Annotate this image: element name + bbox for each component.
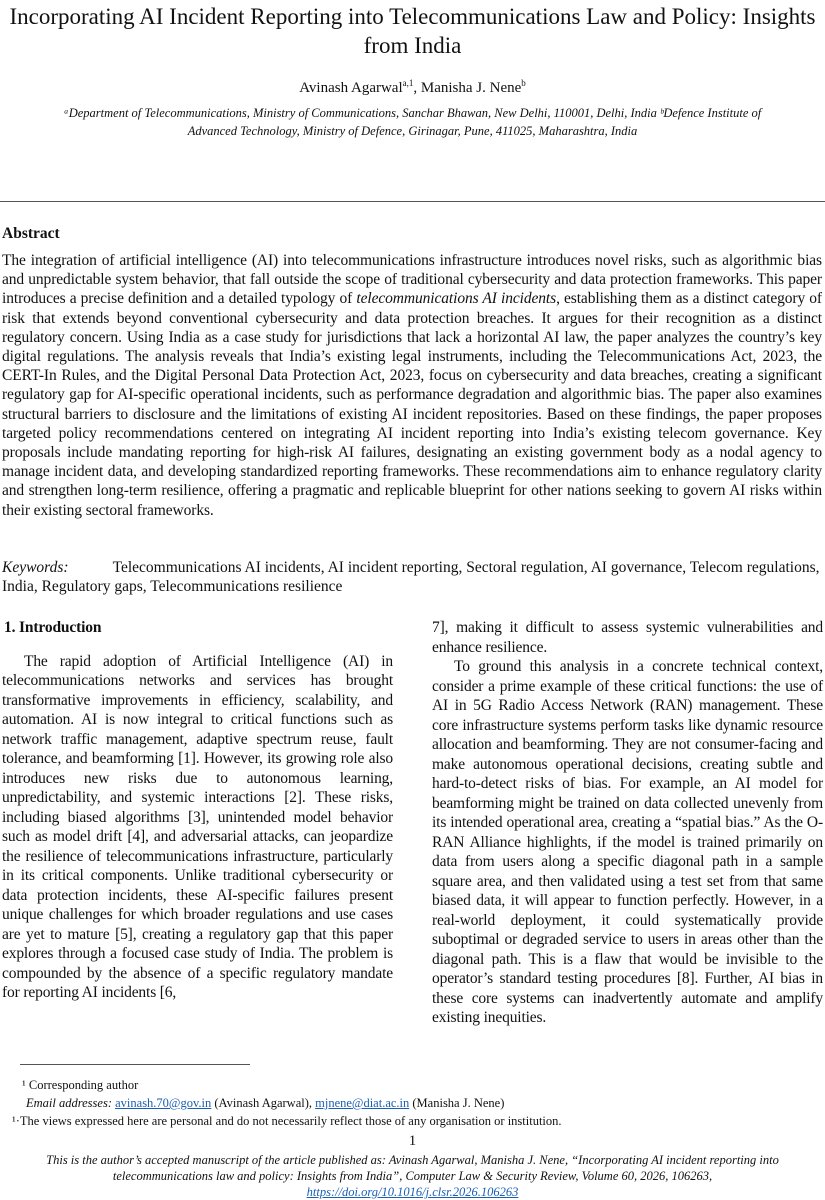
abstract-emphasis: telecommunications AI incidents: [356, 290, 557, 308]
authors: [0, 78, 825, 97]
keywords-text: Telecommunications AI incidents, AI incident reporting, Sectoral regulation, AI governance, Telecom regulations, India, Regulatory gaps, Telecommunications resilience: [2, 559, 820, 596]
intro-paragraph: The rapid adoption of Artificial Intelligence (AI) in telecommunications networks and services has brought transformative improvements in efficiency, scalability, and automation. AI is now integral to critical functions such as network traffic management, adaptive spectrum reuse, fault tolerance, and beamforming [1]. However, its growing role also introduces new risks due to autonomous learning, unpredictability, and systemic interactions [2]. These risks, including biased algorithms [3], unintended model behavior such as model drift [4], and adversarial attacks, can jeopardize the resilience of telecommunications infrastructure, particularly in its critical components. Unlike traditional cybersecurity or data protection incidents, these AI-specific failures present unique challenges for which broader regulations and use cases are yet to mature [5], creating a regulatory gap that this paper explores through a focused case study of India. The problem is compounded by the absence of a specific regulatory mandate for reporting AI incidents [6,: [2, 652, 393, 1001]
author-1: Avinash Agarwal: [299, 80, 403, 96]
abstract-text: , establishing them as a distinct category of risk that extends beyond conventional cybersecurity and data protection breaches. It argues for their recognition as a distinct regulatory concern. Using India as a case study for jurisdictions that lack a horizontal AI law, the paper analyzes the country’s key digital regulations. The analysis reveals that India’s existing legal instruments, including the Telecommunications Act, 2023, the CERT-In Rules, and the Digital Personal Data Protection Act, 2023, focus on cybersecurity and data breaches, creating a significant regulatory gap for AI-specific operational incidents, such as performance degradation and algorithmic bias. The paper also examines structural barriers to disclosure and the limitations of existing AI incident repositories. Based on these findings, the paper proposes targeted policy recommendations centered on integrating AI incident reporting into India’s existing telecom governance. Key proposals include mandating reporting for high-risk AI failures, designating an existing government body as a nodal agency to manage incident data, and developing standardized reporting frameworks. These recommendations aim to enhance regulatory clarity and strengthen long-term resilience, offering a pragmatic and replicable blueprint for other nations seeking to govern AI risks within their existing sectoral frameworks.: [2, 290, 822, 519]
right-column: [432, 618, 823, 1028]
email-2-name: (Manisha J. Nene): [409, 1096, 505, 1110]
paper-title: Incorporating AI Incident Reporting into Telecommunications Law and Policy: Insights from India: [9, 4, 816, 58]
author-2: Manisha J. Nene: [420, 80, 522, 96]
affiliations: ᵃDepartment of Telecommunications, Ministry of Communications, Sanchar Bhawan, New Delhi, 110001, Delhi, India ᵇDefence Institute of Advanced Technology, Ministry of Defence, Girinagar, Pune, 411025, Maharashtra, India: [63, 106, 762, 138]
email-label: Email addresses:: [26, 1096, 116, 1110]
footnote-emails: [12, 1094, 812, 1112]
left-column: [2, 618, 393, 1003]
abstract-body: [2, 251, 822, 520]
author-1-sup: a,1: [402, 78, 414, 88]
email-link-1[interactable]: avinash.70@gov.in: [115, 1096, 212, 1110]
citation-notice: [20, 1152, 805, 1200]
keywords-label: Keywords:: [2, 559, 69, 576]
author-sep: ,: [413, 80, 421, 96]
citation-text: This is the author’s accepted manuscript of the article published as: Avinash Agarwal, Manisha J. Nene, “Incorporating AI incident reporting into telecommunications law and policy: Insights from India”, Computer Law & Security Review, Volume 60, 2026, 106263,: [46, 1153, 779, 1183]
keywords: [2, 558, 822, 596]
email-link-2[interactable]: mjnene@diat.ac.in: [315, 1096, 410, 1110]
doi-link[interactable]: https://doi.org/10.1016/j.clsr.2026.106263: [306, 1185, 519, 1199]
abstract-heading: Abstract: [2, 225, 60, 242]
footnote-corresponding: ¹ Corresponding author: [22, 1078, 139, 1092]
footnote-disclaimer: ¹·The views expressed here are personal and do not necessarily reflect those of any organisation or institution.: [12, 1114, 562, 1128]
section-heading-introduction: 1. Introduction: [4, 619, 102, 636]
header-divider: [0, 201, 825, 202]
email-1-name: (Avinash Agarwal),: [211, 1096, 316, 1110]
intro-paragraph-continued: 7], making it difficult to assess systemic vulnerabilities and enhance resilience.: [432, 619, 823, 656]
footnotes: [12, 1076, 812, 1130]
intro-paragraph: To ground this analysis in a concrete technical context, consider a prime example of these critical functions: the use of AI in 5G Radio Access Network (RAN) management. These core infrastructure systems perform tasks like dynamic resource allocation and beamforming. They are not consumer-facing and make autonomous operational decisions, creating subtle and hard-to-detect risks of bias. For example, an AI model for beamforming might be trained on data collected unevenly from its intended operational area, creating a “spatial bias.” As the O-RAN Alliance highlights, if the model is trained primarily on data from users along a specific diagonal path in a sample square area, and then validated using a test set from that same biased data, it will appear to function perfectly. However, in a real-world deployment, it could systematically provide suboptimal or degraded service to users in areas other than the diagonal path. This is a flaw that would be invisible to the operator’s standard testing procedures [8]. Further, AI bias in these core systems can inadvertently automate and amplify existing inequities.: [432, 658, 823, 1026]
footnote-divider: [20, 1064, 250, 1065]
author-2-sup: b: [521, 78, 526, 88]
abstract-text: The integration of artificial intelligence (AI) into telecommunications infrastructure introduces novel risks, such as algorithmic bias and unpredictable system behavior, that fall outside the scope of traditional cybersecurity and data protection frameworks. This paper introduces a precise definition and a detailed typology of: [2, 252, 822, 308]
page-number: 1: [408, 1133, 417, 1149]
